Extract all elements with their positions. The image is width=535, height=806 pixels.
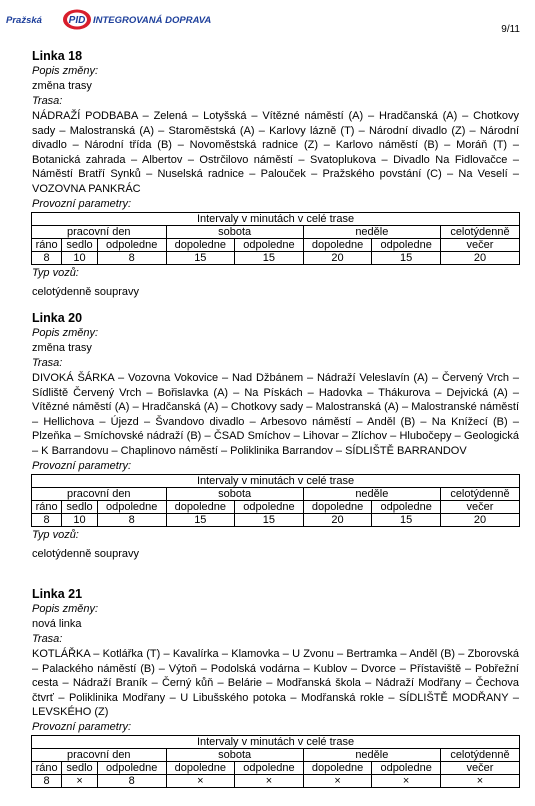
col-header: ráno xyxy=(32,761,62,774)
change-value: změna trasy xyxy=(32,342,92,354)
col-header: odpoledne xyxy=(235,500,304,513)
group-sunday: neděle xyxy=(303,748,440,761)
interval-cell: 20 xyxy=(440,251,519,264)
interval-cell: × xyxy=(372,774,441,787)
group-sunday: neděle xyxy=(303,487,440,500)
interval-cell: 15 xyxy=(372,251,441,264)
params-label: Provozní parametry: xyxy=(32,720,132,733)
line-section-18 xyxy=(32,48,519,300)
change-value: změna trasy xyxy=(32,80,92,92)
params-label: Provozní parametry: xyxy=(32,459,132,472)
interval-cell: × xyxy=(303,774,372,787)
col-header: sedlo xyxy=(62,500,98,513)
group-saturday: sobota xyxy=(166,225,303,238)
route-text: DIVOKÁ ŠÁRKA – Vozovna Vokovice – Nad Džbánem – Nádraží Veleslavín (A) – Červený Vrch – Sídliště Červený Vrch – Bořislavka (A) – Na Pískách – Hadovka – Thákurova – Dejvická (A) – Vítězné náměstí (A) – Hradčanská (A) – Chotkovy sady – Malostranská (A) – Malostranské náměstí – Hellichova – Újezd – Švandovo divadlo – Arbesovo náměstí – Anděl (B) – Na Knížecí (B) – Plzeňka – Smíchovské nádraží (B) – ČSAD Smíchov – Lihovar – Zlíchov – Hlubočepy – Geologická – K Barrandovu – Chaplinovo náměstí – Poliklinika Barrandov – SÍDLIŠTĚ BARRANDOV xyxy=(32,372,519,457)
line-title: Linka 18 xyxy=(32,49,83,63)
svg-text:PID: PID xyxy=(68,15,86,26)
interval-table xyxy=(31,474,520,527)
col-header: dopoledne xyxy=(303,238,372,251)
col-header: odpoledne xyxy=(235,761,304,774)
interval-cell: 15 xyxy=(235,251,304,264)
col-header: dopoledne xyxy=(303,761,372,774)
col-header: odpoledne xyxy=(97,238,166,251)
logo-text-left: Pražská xyxy=(6,15,42,26)
change-value: nová linka xyxy=(32,618,82,630)
col-header: dopoledne xyxy=(303,500,372,513)
pid-logo xyxy=(6,9,212,31)
interval-cell: 10 xyxy=(62,251,98,264)
col-header: večer xyxy=(440,761,519,774)
col-header: dopoledne xyxy=(166,238,235,251)
interval-cell: 15 xyxy=(372,513,441,526)
col-header: odpoledne xyxy=(97,500,166,513)
group-saturday: sobota xyxy=(166,748,303,761)
route-text: KOTLÁŘKA – Kotlářka (T) – Kavalírka – Klamovka – U Zvonu – Bertramka – Anděl (B) – Zborovská – Palackého náměstí (B) – Výtoň – Podolská vodárna – Kublov – Dvorce – Přístaviště – Pobřežní cesta – Nádraží Braník – Černý kůň – Belárie – Modřanská škola – Nádraží Modřany – Čechova čtvrť – Poliklinika Modřany – U Libušského potoka – Modřanská rokle – SÍDLIŠTĚ MODŘANY – LEVSKÉHO (Z) xyxy=(32,648,519,719)
line-section-20 xyxy=(32,310,519,562)
change-label: Popis změny: xyxy=(32,603,99,615)
group-all-week: celotýdenně xyxy=(440,748,519,761)
vehicle-value: celotýdenně soupravy xyxy=(32,547,140,560)
interval-cell: × xyxy=(235,774,304,787)
table-title: Intervaly v minutách v celé trase xyxy=(32,212,520,225)
group-all-week: celotýdenně xyxy=(440,225,519,238)
interval-cell: 8 xyxy=(97,774,166,787)
vehicle-value: celotýdenně soupravy xyxy=(32,285,140,298)
interval-cell: 15 xyxy=(166,251,235,264)
interval-cell: 8 xyxy=(97,513,166,526)
col-header: dopoledne xyxy=(166,500,235,513)
vehicle-label: Typ vozů: xyxy=(32,528,79,541)
line-title: Linka 21 xyxy=(32,587,83,601)
interval-table xyxy=(31,735,520,788)
col-header: odpoledne xyxy=(235,238,304,251)
params-label: Provozní parametry: xyxy=(32,197,132,210)
col-header: ráno xyxy=(32,500,62,513)
interval-cell: × xyxy=(62,774,98,787)
route-label: Trasa: xyxy=(32,95,63,107)
route-label: Trasa: xyxy=(32,357,63,369)
col-header: večer xyxy=(440,238,519,251)
interval-cell: × xyxy=(166,774,235,787)
interval-table xyxy=(31,212,520,265)
line-title: Linka 20 xyxy=(32,311,83,325)
interval-cell: 20 xyxy=(440,513,519,526)
col-header: večer xyxy=(440,500,519,513)
col-header: odpoledne xyxy=(97,761,166,774)
table-title: Intervaly v minutách v celé trase xyxy=(32,474,520,487)
vehicle-label: Typ vozů: xyxy=(32,266,79,279)
logo-text-right: INTEGROVANÁ DOPRAVA xyxy=(93,15,212,26)
interval-cell: 15 xyxy=(235,513,304,526)
col-header: odpoledne xyxy=(372,761,441,774)
interval-cell: 8 xyxy=(97,251,166,264)
interval-cell: 10 xyxy=(62,513,98,526)
group-weekday: pracovní den xyxy=(32,225,167,238)
page-number: 9/11 xyxy=(501,24,520,35)
col-header: ráno xyxy=(32,238,62,251)
table-title: Intervaly v minutách v celé trase xyxy=(32,735,520,748)
change-label: Popis změny: xyxy=(32,327,99,339)
col-header: odpoledne xyxy=(372,238,441,251)
group-saturday: sobota xyxy=(166,487,303,500)
change-label: Popis změny: xyxy=(32,65,99,77)
col-header: dopoledne xyxy=(166,761,235,774)
interval-cell: 20 xyxy=(303,251,372,264)
group-weekday: pracovní den xyxy=(32,487,167,500)
interval-cell: × xyxy=(440,774,519,787)
line-section-21 xyxy=(32,586,519,788)
group-all-week: celotýdenně xyxy=(440,487,519,500)
group-sunday: neděle xyxy=(303,225,440,238)
col-header: sedlo xyxy=(62,761,98,774)
pid-logo-icon xyxy=(62,9,92,30)
interval-cell: 20 xyxy=(303,513,372,526)
group-weekday: pracovní den xyxy=(32,748,167,761)
col-header: odpoledne xyxy=(372,500,441,513)
col-header: sedlo xyxy=(62,238,98,251)
interval-cell: 8 xyxy=(32,513,62,526)
interval-cell: 8 xyxy=(32,774,62,787)
route-label: Trasa: xyxy=(32,633,63,645)
interval-cell: 15 xyxy=(166,513,235,526)
interval-cell: 8 xyxy=(32,251,62,264)
route-text: NÁDRAŽÍ PODBABA – Zelená – Lotyšská – Vítězné náměstí (A) – Hradčanská (A) – Chotkovy sady – Malostranská (A) – Staroměstská (A) – Karlovy lázně (T) – Národní divadlo (Z) – Národní divadlo – Národní třída (B) – Novoměstská radnice (Z) – Karlovo náměstí (B) – Moráň (T) – Botanická zahrada – Albertov – Ostrčilovo náměstí – Svatoplukova – Divadlo Na Fidlovačce – Náměstí Bratří Synků – Nuselská radnice – Palouček – Pražského povstání (C) – Na Veselí – VOZOVNA PANKRÁC xyxy=(32,110,519,195)
